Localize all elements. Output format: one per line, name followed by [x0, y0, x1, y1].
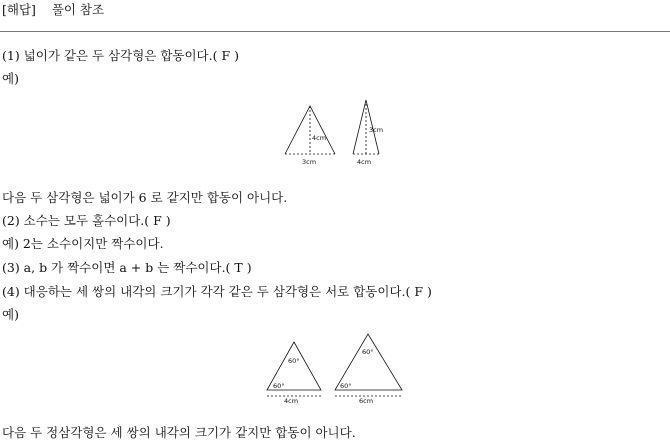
- small-top-angle: 60°: [288, 357, 300, 365]
- answer-label: [해답]: [2, 2, 36, 17]
- triangle-b-height-label: 3cm: [369, 126, 384, 134]
- answer-title: 풀이 참조: [51, 2, 105, 17]
- note-1: 다음 두 삼각형은 넓이가 6 로 같지만 합동이 아니다.: [2, 190, 288, 205]
- problem-4: (4) 대응하는 세 쌍의 내각의 크기가 각각 같은 두 삼각형은 서로 합동이다.( F ): [2, 284, 432, 299]
- large-bottom-angle: 60°: [340, 382, 352, 390]
- answer-header: [2, 2, 104, 18]
- problem-1: (1) 넓이가 같은 두 삼각형은 합동이다.( F ): [2, 48, 239, 63]
- example-1-label: 예): [2, 71, 19, 86]
- triangle-a: [285, 106, 335, 166]
- small-bottom-angle: 60°: [273, 382, 285, 390]
- equilateral-triangle-large: [335, 334, 402, 404]
- equilateral-triangle-small: [267, 342, 321, 404]
- triangle-b-base-label: 4cm: [357, 158, 372, 166]
- triangle-b: [353, 100, 383, 166]
- figure-equilateral-triangles: [262, 330, 412, 404]
- large-base-label: 6cm: [359, 397, 374, 404]
- problem-2: (2) 소수는 모두 홀수이다.( F ): [2, 213, 171, 228]
- problem-3: (3) a, b 가 짝수이면 a + b 는 짝수이다.( T ): [2, 260, 252, 275]
- triangle-a-base-label: 3cm: [302, 158, 317, 166]
- example-4-label: 예): [2, 307, 19, 322]
- example-2: 예) 2는 소수이지만 짝수이다.: [2, 236, 164, 251]
- figure-triangles-area: [280, 96, 390, 168]
- triangle-a-height-label: 4cm: [312, 134, 327, 142]
- header-divider: [0, 31, 670, 32]
- small-base-label: 4cm: [284, 397, 299, 404]
- note-4: 다음 두 정삼각형은 세 쌍의 내각의 크기가 같지만 합동이 아니다.: [2, 425, 356, 440]
- large-top-angle: 60°: [362, 348, 374, 356]
